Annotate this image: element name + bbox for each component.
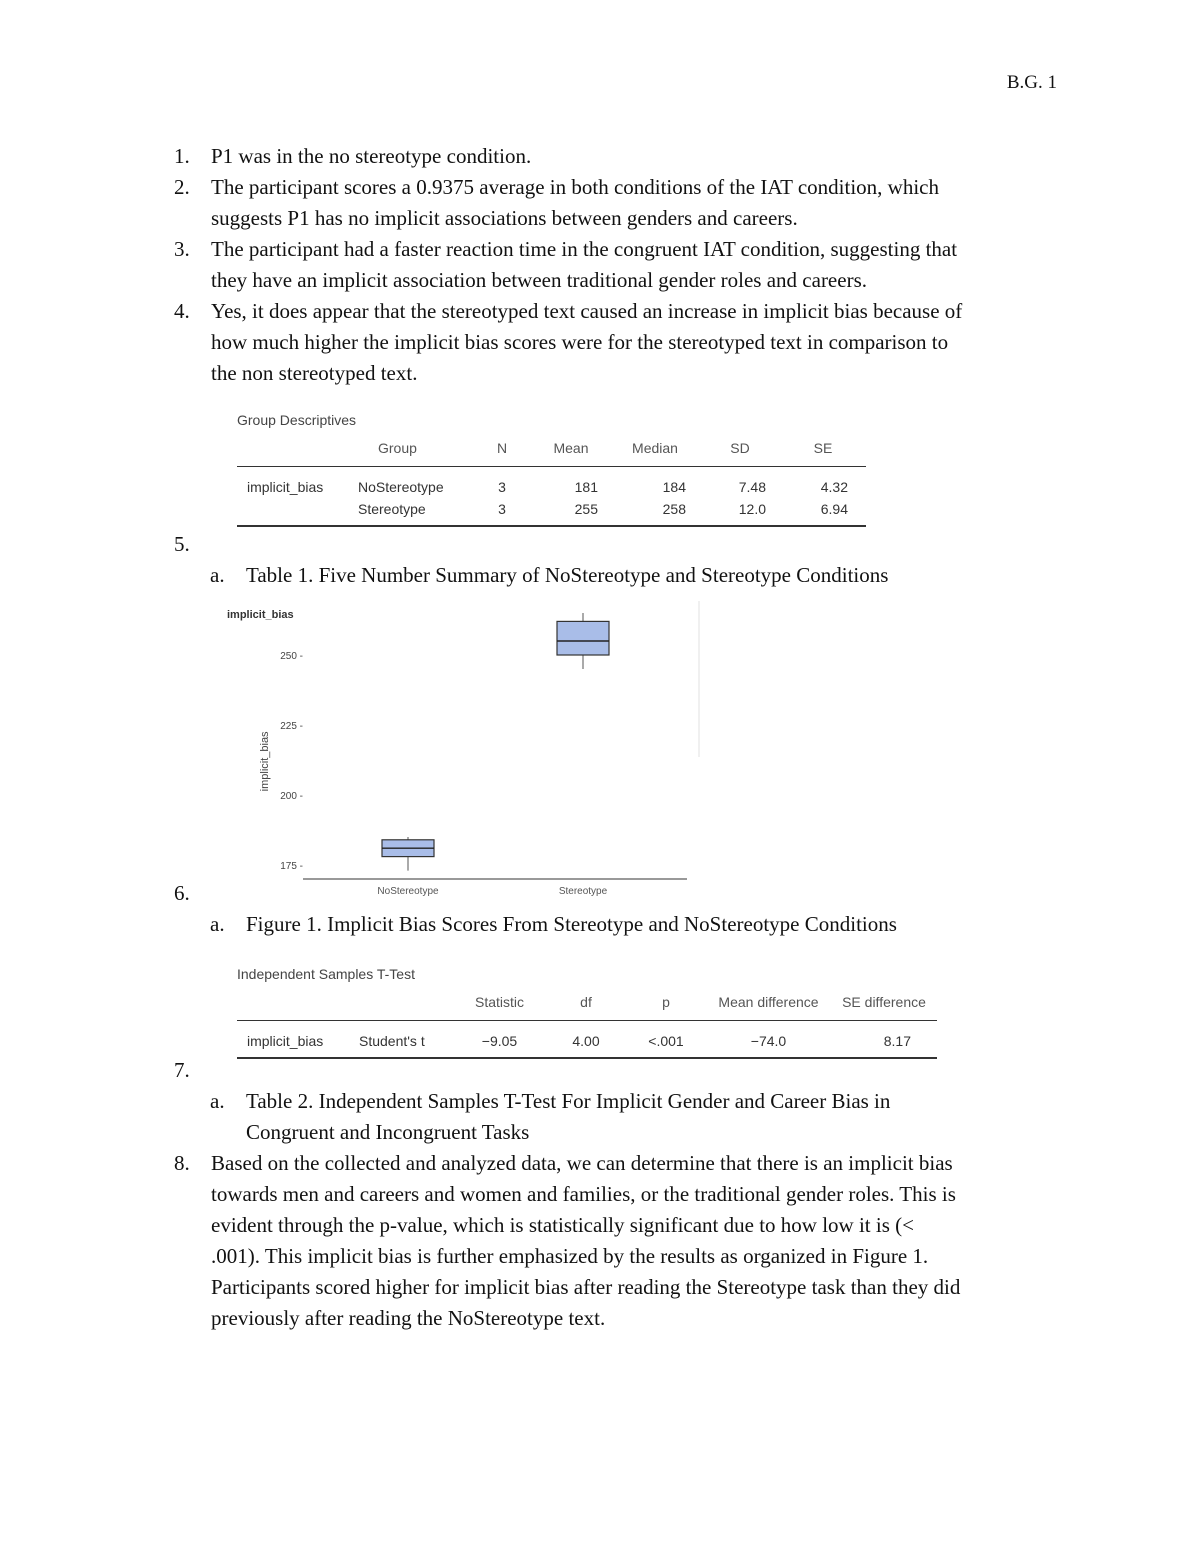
ttest-title: Independent Samples T-Test [237,966,415,982]
table-row [237,1021,937,1059]
x-tick-label: Stereotype [558,886,608,897]
list-item-3 [174,234,1064,296]
page-header: B.G. 1 [1006,72,1057,93]
header-cell: Statistic [453,988,546,1021]
list-item-1 [174,141,1064,172]
cell: −74.0 [706,1021,831,1059]
item-line: Yes, it does appear that the stereotyped text caused an increase in implicit bias because of [211,299,963,323]
cell: 258 [610,498,700,526]
y-tick-label: 225 - [280,721,303,732]
item-number: 4. [174,299,190,323]
item-line: P1 was in the no stereotype condition. [211,144,532,168]
caption-letter: a. [210,912,225,936]
implicit-bias-boxplot [215,597,705,897]
answer-list-5 [174,529,1064,591]
header-cell: Median [610,434,700,467]
cell: 7.48 [738,479,766,495]
item-line: The participant had a faster reaction time in the congruent IAT condition, suggesting that [211,237,958,261]
header-cell [349,988,453,1021]
item-line: .001). This implicit bias is further emphasized by the results as organized in Figure 1. [211,1244,929,1268]
cell: 3 [472,498,532,526]
chart-title: implicit_bias [227,609,294,621]
caption-line: Congruent and Incongruent Tasks [246,1120,530,1144]
caption-letter: a. [210,563,225,587]
cell: 181 [574,479,598,495]
cell: 8.17 [831,1021,937,1059]
header-cell: Mean difference [706,988,831,1021]
list-item-5 [174,529,1064,560]
cell: implicit_bias [237,1021,349,1059]
cell: 6.94 [780,498,866,526]
cell [237,498,348,526]
group-descriptives-title: Group Descriptives [237,412,357,428]
list-item-4 [174,296,1064,389]
item-number: 7. [174,1058,190,1082]
header-cell: SE difference [831,988,937,1021]
plot-background [215,597,703,897]
box-Stereotype [557,621,609,655]
table-row [237,467,866,499]
table-row [237,498,866,526]
cell: implicit_bias [247,479,324,495]
caption-letter: a. [210,1089,225,1113]
cell: 3 [498,479,506,495]
table-header-row [237,988,937,1021]
item-line: how much higher the implicit bias scores were for the stereotyped text in comparison to [211,330,949,354]
table2-caption [210,1086,1064,1148]
item-line: suggests P1 has no implicit associations between genders and careers. [211,206,798,230]
item-line: previously after reading the NoStereotype text. [211,1306,606,1330]
cell: 255 [532,498,610,526]
table1-caption [210,560,1064,591]
list-item-6 [174,878,1064,909]
header-cell: Group [348,434,472,467]
group-descriptives-table [237,434,866,527]
answer-list-bottom [174,1055,1064,1334]
item-number: 8. [174,1151,190,1175]
item-line: Based on the collected and analyzed data, we can determine that there is an implicit bias [211,1151,953,1175]
header-cell: df [546,988,626,1021]
item-number: 5. [174,532,190,556]
header-cell [237,434,348,467]
cell: Student's t [349,1021,453,1059]
answer-list-6 [174,878,1064,940]
list-item-7 [174,1055,1064,1086]
item-line: the non stereotyped text. [211,361,418,385]
cell: 4.32 [820,479,848,495]
header-cell: SE [780,434,866,467]
item-number: 6. [174,881,190,905]
header-cell [237,988,349,1021]
item-line: they have an implicit association between traditional gender roles and careers. [211,268,867,292]
header-cell: Mean [532,434,610,467]
item-line: towards men and careers and women and families, or the traditional gender roles. This is [211,1182,956,1206]
caption-text: Table 1. Five Number Summary of NoStereotype and Stereotype Conditions [246,563,889,587]
table-header-row [237,434,866,467]
caption-line: Table 2. Independent Samples T-Test For Implicit Gender and Career Bias in [246,1089,891,1113]
caption-text: Figure 1. Implicit Bias Scores From Stereotype and NoStereotype Conditions [246,912,897,936]
cell: −9.05 [453,1021,546,1059]
cell: NoStereotype [358,479,444,495]
cell: 12.0 [700,498,780,526]
header-cell: N [472,434,532,467]
list-item-8 [174,1148,1064,1334]
item-line: Participants scored higher for implicit bias after reading the Stereotype task than they did [211,1275,961,1299]
cell: <.001 [626,1021,706,1059]
y-tick-label: 250 - [280,651,303,662]
item-line: evident through the p-value, which is statistically significant due to how low it is (< [211,1213,914,1237]
header-cell: p [626,988,706,1021]
cell: 4.00 [546,1021,626,1059]
item-number: 2. [174,175,190,199]
cell: 184 [662,479,686,495]
y-tick-label: 200 - [280,791,303,802]
figure1-caption [210,909,1064,940]
item-number: 3. [174,237,190,261]
header-cell: SD [700,434,780,467]
list-item-2 [174,172,1064,234]
y-axis-label: implicit_bias [259,731,271,792]
y-tick-label: 175 - [280,861,303,872]
item-line: The participant scores a 0.9375 average in both conditions of the IAT condition, which [211,175,940,199]
item-number: 1. [174,144,190,168]
ttest-table [237,988,937,1059]
answer-list-top [174,141,1064,389]
cell: Stereotype [348,498,472,526]
x-tick-label: NoStereotype [377,886,439,897]
